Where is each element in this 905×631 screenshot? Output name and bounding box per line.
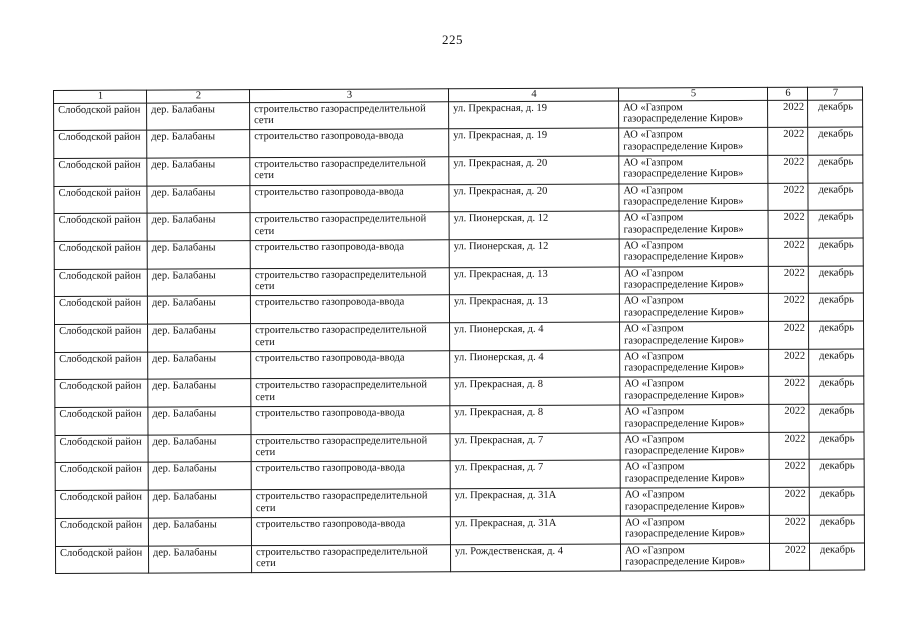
month-cell: декабрь [808, 183, 863, 211]
month-cell: декабрь [809, 349, 864, 377]
work-type-cell: строительство газопровода-ввода [250, 184, 449, 213]
month-cell: декабрь [809, 515, 864, 543]
work-type-cell: строительство газопровода-ввода [251, 461, 450, 490]
district-cell: Слободской район [55, 379, 148, 407]
address-cell: ул. Прекрасная, д. 31А [450, 488, 620, 516]
district-cell: Слободской район [54, 269, 147, 297]
table-row [54, 238, 863, 269]
month-cell: декабрь [808, 293, 863, 321]
address-cell: ул. Пионерская, д. 4 [450, 350, 620, 378]
village-cell: дер. Балабаны [147, 158, 250, 186]
year-cell: 2022 [768, 238, 808, 266]
organization-cell: АО «Газпром газораспределение Киров» [620, 377, 769, 405]
column-header: 5 [618, 87, 767, 100]
address-cell: ул. Прекрасная, д. 7 [450, 460, 620, 488]
district-cell: Слободской район [55, 490, 148, 518]
table-row [55, 349, 864, 380]
table-row [55, 432, 864, 463]
year-cell: 2022 [768, 100, 808, 128]
organization-cell: АО «Газпром газораспределение Киров» [619, 128, 768, 156]
table-row [55, 487, 864, 518]
month-cell: декабрь [809, 432, 864, 460]
district-cell: Слободской район [55, 435, 148, 463]
month-cell: декабрь [808, 238, 863, 266]
address-cell: ул. Пионерская, д. 4 [450, 322, 620, 350]
organization-cell: АО «Газпром газораспределение Киров» [619, 155, 768, 183]
work-type-cell: строительство газопровода-ввода [250, 240, 449, 269]
organization-cell: АО «Газпром газораспределение Киров» [619, 294, 768, 322]
organization-cell: АО «Газпром газораспределение Киров» [620, 321, 769, 349]
table-row [54, 127, 863, 158]
work-type-cell: строительство газопровода-ввода [251, 517, 450, 546]
organization-cell: АО «Газпром газораспределение Киров» [619, 211, 768, 239]
table-row [54, 99, 863, 130]
village-cell: дер. Балабаны [147, 185, 250, 213]
year-cell: 2022 [768, 294, 808, 322]
year-cell: 2022 [768, 210, 808, 238]
month-cell: декабрь [808, 155, 863, 183]
village-cell: дер. Балабаны [148, 434, 251, 462]
year-cell: 2022 [769, 460, 809, 488]
month-cell: декабрь [808, 266, 863, 294]
work-type-cell: строительство газораспределительной сети [250, 157, 449, 186]
district-cell: Слободской район [55, 352, 148, 380]
district-cell: Слободской район [55, 324, 148, 352]
work-type-cell: строительство газораспределительной сети [251, 323, 450, 352]
work-type-cell: строительство газораспределительной сети [251, 434, 450, 463]
village-cell: дер. Балабаны [148, 351, 251, 379]
organization-cell: АО «Газпром газораспределение Киров» [620, 543, 769, 571]
address-cell: ул. Прекрасная, д. 19 [449, 101, 619, 129]
column-header: 6 [767, 87, 807, 100]
village-cell: дер. Балабаны [148, 379, 251, 407]
year-cell: 2022 [769, 543, 809, 571]
month-cell: декабрь [809, 321, 864, 349]
column-header: 3 [250, 89, 449, 102]
year-cell: 2022 [768, 183, 808, 211]
year-cell: 2022 [769, 404, 809, 432]
table-row [55, 459, 864, 490]
table-row [54, 210, 863, 241]
district-cell: Слободской район [54, 241, 147, 269]
table-row [54, 266, 863, 297]
work-type-cell: строительство газораспределительной сети [250, 212, 449, 241]
village-cell: дер. Балабаны [148, 407, 251, 435]
village-cell: дер. Балабаны [147, 296, 250, 324]
district-cell: Слободской район [55, 407, 148, 435]
address-cell: ул. Пионерская, д. 12 [449, 239, 619, 267]
organization-cell: АО «Газпром газораспределение Киров» [620, 349, 769, 377]
year-cell: 2022 [769, 515, 809, 543]
district-cell: Слободской район [55, 546, 148, 574]
district-cell: Слободской район [54, 296, 147, 324]
page-number: 225 [442, 32, 463, 47]
work-type-cell: строительство газопровода-ввода [251, 350, 450, 379]
year-cell: 2022 [769, 432, 809, 460]
address-cell: ул. Прекрасная, д. 8 [450, 377, 620, 405]
address-cell: ул. Прекрасная, д. 13 [449, 294, 619, 322]
year-cell: 2022 [768, 266, 808, 294]
work-type-cell: строительство газопровода-ввода [250, 129, 449, 158]
month-cell: декабрь [809, 542, 864, 570]
organization-cell: АО «Газпром газораспределение Киров» [620, 515, 769, 543]
village-cell: дер. Балабаны [148, 517, 251, 545]
month-cell: декабрь [808, 210, 863, 238]
table-row [55, 404, 864, 435]
table-row [55, 376, 864, 407]
address-cell: ул. Прекрасная, д. 13 [449, 267, 619, 295]
organization-cell: АО «Газпром газораспределение Киров» [620, 404, 769, 432]
organization-cell: АО «Газпром газораспределение Киров» [620, 432, 769, 460]
district-cell: Слободской район [54, 130, 147, 158]
table-row [54, 155, 863, 186]
organization-cell: АО «Газпром газораспределение Киров» [619, 183, 768, 211]
village-cell: дер. Балабаны [147, 241, 250, 269]
work-type-cell: строительство газораспределительной сети [250, 101, 449, 130]
village-cell: дер. Балабаны [148, 324, 251, 352]
table-row [54, 293, 863, 324]
organization-cell: АО «Газпром газораспределение Киров» [620, 460, 769, 488]
organization-cell: АО «Газпром газораспределение Киров» [619, 266, 768, 294]
village-cell: дер. Балабаны [147, 268, 250, 296]
work-type-cell: строительство газопровода-ввода [251, 406, 450, 435]
table-row [55, 515, 864, 546]
address-cell: ул. Прекрасная, д. 19 [449, 128, 619, 156]
month-cell: декабрь [809, 487, 864, 515]
work-type-cell: строительство газораспределительной сети [251, 378, 450, 407]
address-cell: ул. Рождественская, д. 4 [450, 544, 620, 572]
district-cell: Слободской район [54, 158, 147, 186]
organization-cell: АО «Газпром газораспределение Киров» [619, 100, 768, 128]
year-cell: 2022 [769, 321, 809, 349]
village-cell: дер. Балабаны [148, 545, 251, 573]
village-cell: дер. Балабаны [148, 490, 251, 518]
address-cell: ул. Пионерская, д. 12 [449, 211, 619, 239]
year-cell: 2022 [768, 155, 808, 183]
village-cell: дер. Балабаны [148, 462, 251, 490]
address-cell: ул. Прекрасная, д. 31А [450, 516, 620, 544]
district-cell: Слободской район [54, 213, 147, 241]
year-cell: 2022 [769, 377, 809, 405]
column-header: 7 [807, 87, 862, 100]
gasification-schedule-table [53, 86, 865, 574]
column-header: 4 [448, 88, 618, 101]
year-cell: 2022 [769, 487, 809, 515]
month-cell: декабрь [808, 99, 863, 127]
district-cell: Слободской район [55, 518, 148, 546]
village-cell: дер. Балабаны [147, 130, 250, 158]
work-type-cell: строительство газораспределительной сети [251, 544, 450, 573]
district-cell: Слободской район [55, 463, 148, 491]
village-cell: дер. Балабаны [147, 102, 250, 130]
organization-cell: АО «Газпром газораспределение Киров» [620, 488, 769, 516]
table-row [55, 321, 864, 352]
address-cell: ул. Прекрасная, д. 20 [449, 184, 619, 212]
district-cell: Слободской район [54, 103, 147, 131]
address-cell: ул. Прекрасная, д. 7 [450, 433, 620, 461]
table-row [54, 183, 863, 214]
village-cell: дер. Балабаны [147, 213, 250, 241]
address-cell: ул. Прекрасная, д. 20 [449, 156, 619, 184]
work-type-cell: строительство газораспределительной сети [250, 267, 449, 296]
column-header: 2 [147, 90, 250, 103]
work-type-cell: строительство газопровода-ввода [250, 295, 449, 324]
work-type-cell: строительство газораспределительной сети [251, 489, 450, 518]
year-cell: 2022 [768, 127, 808, 155]
year-cell: 2022 [769, 349, 809, 377]
month-cell: декабрь [808, 127, 863, 155]
month-cell: декабрь [809, 459, 864, 487]
table-row [55, 542, 864, 573]
organization-cell: АО «Газпром газораспределение Киров» [619, 238, 768, 266]
month-cell: декабрь [809, 404, 864, 432]
district-cell: Слободской район [54, 186, 147, 214]
month-cell: декабрь [809, 376, 864, 404]
column-header: 1 [54, 90, 147, 103]
address-cell: ул. Прекрасная, д. 8 [450, 405, 620, 433]
